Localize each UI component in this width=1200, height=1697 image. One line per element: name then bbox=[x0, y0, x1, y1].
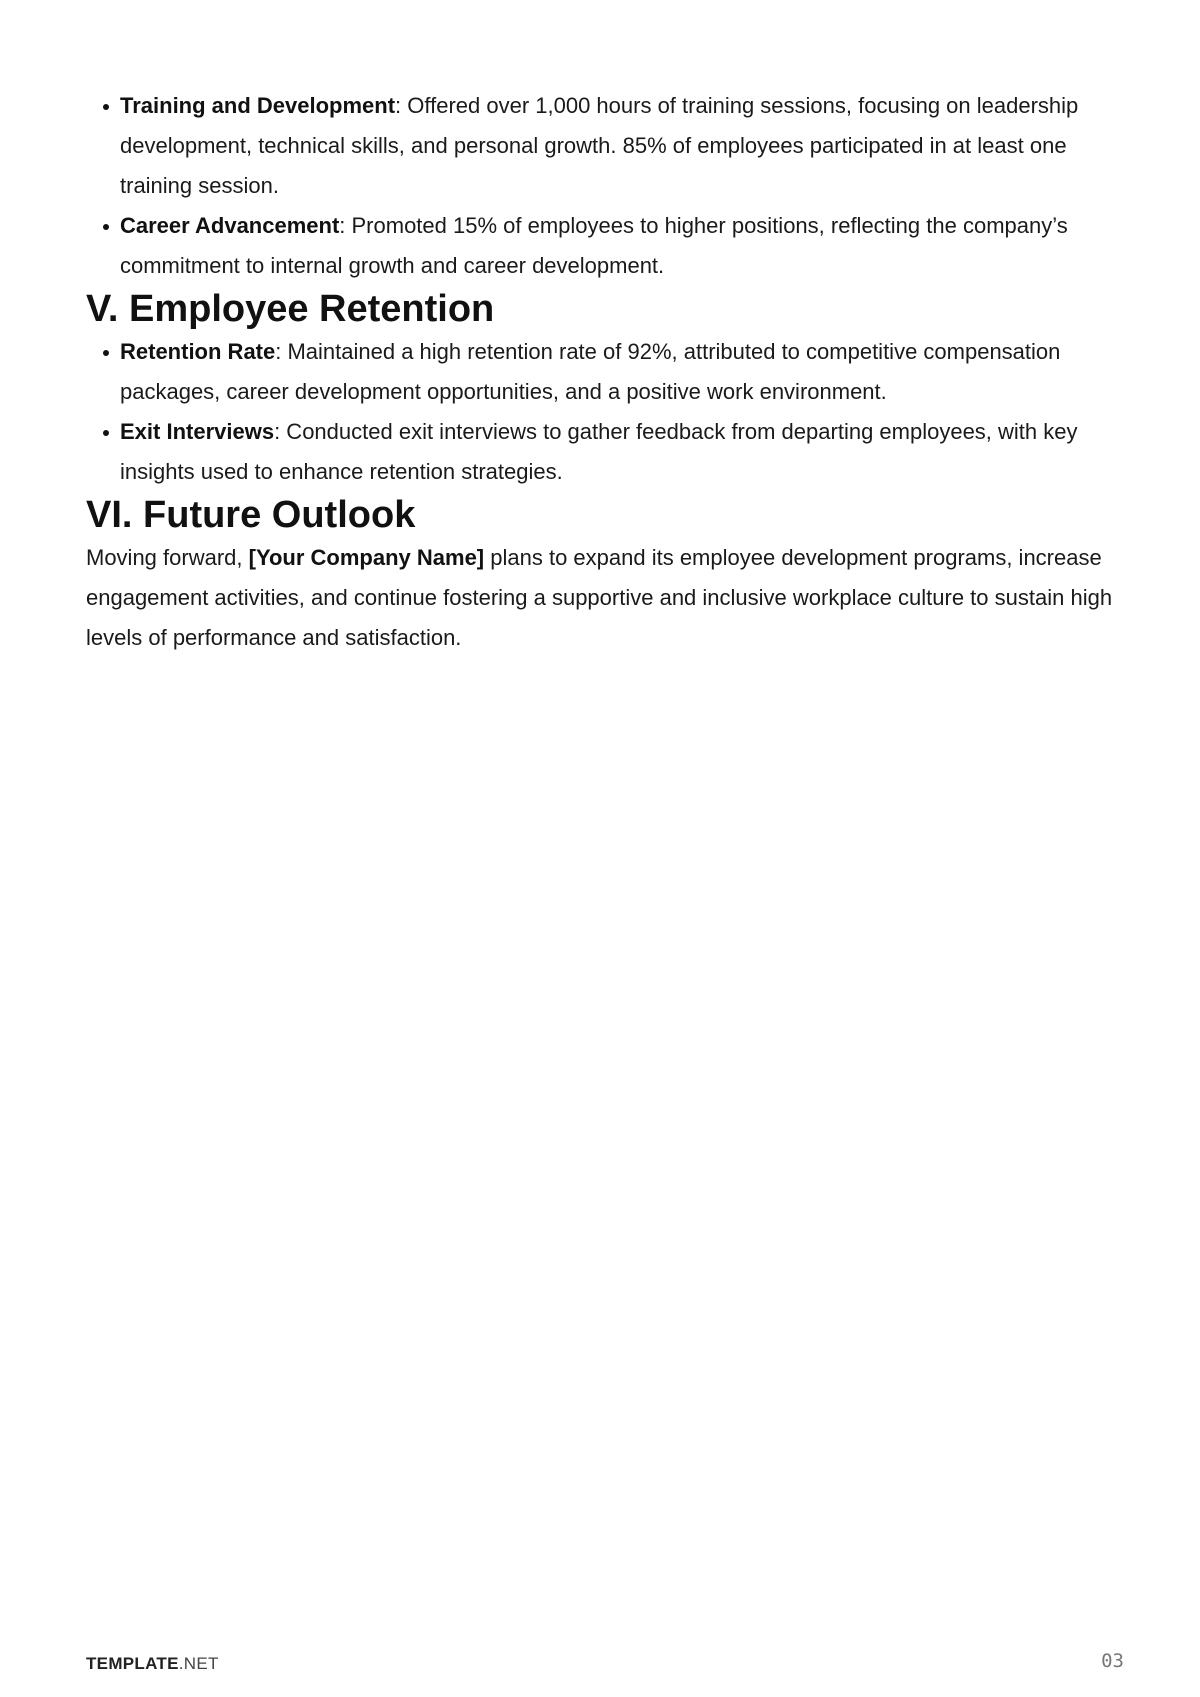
bullet-icon bbox=[103, 350, 109, 356]
list-item bbox=[86, 332, 1126, 412]
list-item-text: : Conducted exit interviews to gather feedback from departing employees, with key insights used to enhance retention strategies. bbox=[120, 419, 1078, 484]
list-item-text: : Offered over 1,000 hours of training sessions, focusing on leadership development, technical skills, and personal growth. 85% of employees participated in at least one training session. bbox=[120, 93, 1079, 198]
list-item-term: Career Advancement bbox=[120, 213, 340, 238]
list-item-text: : Maintained a high retention rate of 92%, attributed to competitive compensation packages, career development opportunities, and a positive work environment. bbox=[120, 339, 1061, 404]
list-item bbox=[86, 412, 1126, 492]
page-content bbox=[86, 86, 1126, 658]
footer-brand-logo bbox=[86, 1654, 219, 1674]
company-name-placeholder: [Your Company Name] bbox=[248, 545, 485, 570]
brand-name: TEMPLATE bbox=[86, 1654, 179, 1673]
list-item-term: Training and Development bbox=[120, 93, 396, 118]
retention-list bbox=[86, 332, 1126, 492]
bullet-icon bbox=[103, 224, 109, 230]
list-item-term: Retention Rate bbox=[120, 339, 276, 364]
list-item-term: Exit Interviews bbox=[120, 419, 275, 444]
outlook-paragraph bbox=[86, 538, 1126, 658]
list-item-text: : Promoted 15% of employees to higher positions, reflecting the company’s commitment to internal growth and career development. bbox=[120, 213, 1068, 278]
page-number: 03 bbox=[1101, 1650, 1124, 1672]
outlook-prefix: Moving forward, bbox=[86, 545, 249, 570]
list-item bbox=[86, 206, 1126, 286]
training-list bbox=[86, 86, 1126, 286]
outlook-suffix: plans to expand its employee development programs, increase engagement activities, and continue fostering a supportive and inclusive workplace culture to sustain high levels of performance and satisfaction. bbox=[86, 545, 1113, 650]
section-heading-outlook: VI. Future Outlook bbox=[86, 494, 416, 536]
brand-domain: .NET bbox=[178, 1654, 219, 1673]
bullet-icon bbox=[103, 430, 109, 436]
list-item bbox=[86, 86, 1126, 206]
bullet-icon bbox=[103, 104, 109, 110]
section-heading-retention: V. Employee Retention bbox=[86, 288, 495, 330]
